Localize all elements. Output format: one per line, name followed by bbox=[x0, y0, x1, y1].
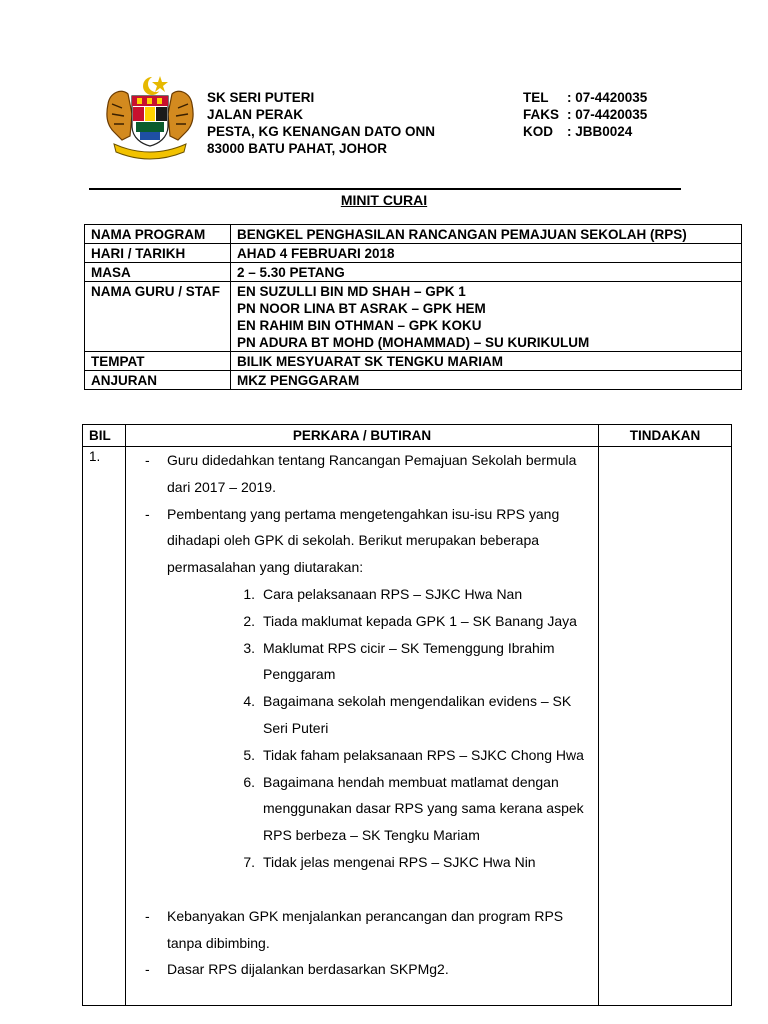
document-title: MINIT CURAI bbox=[340, 192, 428, 208]
item-number: 3. bbox=[243, 639, 255, 656]
info-row bbox=[85, 352, 742, 371]
minutes-row bbox=[83, 447, 732, 1006]
info-row bbox=[85, 263, 742, 282]
bullet-text: Kebanyakan GPK menjalankan perancangan dan program RPS tanpa dibimbing. bbox=[167, 907, 564, 951]
contact-tel bbox=[523, 89, 647, 106]
bullet-item bbox=[127, 501, 597, 581]
contact-label: TEL bbox=[523, 90, 549, 105]
contact-fax bbox=[523, 106, 647, 123]
info-value: BILIK MESYUARAT SK TENGKU MARIAM bbox=[231, 352, 742, 371]
contact-info bbox=[523, 89, 647, 140]
perkara-cell bbox=[126, 447, 599, 1006]
numbered-item bbox=[127, 581, 597, 608]
perkara-header: PERKARA / BUTIRAN bbox=[126, 425, 599, 447]
coat-of-arms-logo bbox=[100, 74, 200, 160]
item-number: 5. bbox=[243, 746, 255, 763]
minutes-table bbox=[82, 424, 732, 1006]
info-row bbox=[85, 225, 742, 244]
dash-marker: - bbox=[145, 505, 150, 522]
info-value: BENGKEL PENGHASILAN RANCANGAN PEMAJUAN SEKOLAH (RPS) bbox=[231, 225, 742, 244]
item-text: Cara pelaksanaan RPS – SJKC Hwa Nan bbox=[263, 585, 523, 602]
bil-header: BIL bbox=[83, 425, 126, 447]
numbered-item bbox=[127, 769, 597, 849]
minutes-header-row bbox=[83, 425, 732, 447]
info-row bbox=[85, 371, 742, 390]
info-label: NAMA GURU / STAF bbox=[85, 282, 231, 352]
numbered-item bbox=[127, 849, 597, 876]
school-name: SK SERI PUTERI bbox=[207, 90, 315, 105]
header-divider bbox=[89, 188, 681, 190]
item-number: 4. bbox=[243, 693, 255, 710]
numbered-item bbox=[127, 635, 597, 689]
info-row bbox=[85, 244, 742, 263]
bil-cell: 1. bbox=[83, 447, 126, 1006]
contact-label: FAKS bbox=[523, 107, 560, 122]
item-number: 2. bbox=[243, 612, 255, 629]
spacer bbox=[127, 876, 597, 903]
item-text: Tiada maklumat kepada GPK 1 – SK Banang Jaya bbox=[263, 612, 577, 629]
info-label: MASA bbox=[85, 263, 231, 282]
item-text: Tidak faham pelaksanaan RPS – SJKC Chong Hwa bbox=[263, 746, 584, 763]
bullet-item bbox=[127, 447, 597, 501]
tindakan-header: TINDAKAN bbox=[599, 425, 732, 447]
info-value: AHAD 4 FEBRUARI 2018 bbox=[231, 244, 742, 263]
dash-marker: - bbox=[145, 452, 150, 468]
bullet-text: Dasar RPS dijalankan berdasarkan SKPMg2. bbox=[167, 961, 449, 978]
address-line-2: PESTA, KG KENANGAN DATO ONN bbox=[207, 124, 436, 139]
contact-label: KOD bbox=[523, 124, 553, 139]
address-line-1: JALAN PERAK bbox=[207, 107, 304, 122]
item-number: 7. bbox=[243, 853, 255, 870]
item-text: Bagaimana sekolah mengendalikan evidens – SK Seri Puteri bbox=[263, 693, 572, 736]
info-label: ANJURAN bbox=[85, 371, 231, 390]
tindakan-cell bbox=[599, 447, 732, 1006]
info-row bbox=[85, 282, 742, 352]
item-text: Bagaimana hendah membuat matlamat dengan menggunakan dasar RPS yang sama kerana aspek RPS berbeza – SK Tengku Mariam bbox=[263, 773, 584, 844]
info-value: 2 – 5.30 PETANG bbox=[231, 263, 742, 282]
school-address bbox=[207, 89, 435, 157]
item-text: Tidak jelas mengenai RPS – SJKC Hwa Nin bbox=[263, 853, 536, 870]
info-label: NAMA PROGRAM bbox=[85, 225, 231, 244]
info-value: MKZ PENGGARAM bbox=[231, 371, 742, 390]
info-label: HARI / TARIKH bbox=[85, 244, 231, 263]
bullet-item bbox=[127, 956, 597, 983]
dash-marker: - bbox=[145, 961, 150, 978]
bullet-text: Guru didedahkan tentang Rancangan Pemajuan Sekolah bermula dari 2017 – 2019. bbox=[167, 452, 577, 495]
numbered-item bbox=[127, 742, 597, 769]
contact-value: : 07-4420035 bbox=[567, 107, 648, 122]
numbered-item bbox=[127, 688, 597, 742]
dash-marker: - bbox=[145, 907, 150, 924]
item-number: 6. bbox=[243, 773, 255, 790]
program-info-table bbox=[84, 224, 742, 390]
bullet-text: Pembentang yang pertama mengetengahkan isu-isu RPS yang dihadapi oleh GPK di sekolah. Berikut merupakan beberapa permasalahan yang diutarakan: bbox=[167, 505, 560, 576]
info-label: TEMPAT bbox=[85, 352, 231, 371]
item-text: Maklumat RPS cicir – SK Temenggung Ibrahim Penggaram bbox=[263, 639, 555, 683]
item-number: 1. bbox=[243, 585, 255, 602]
info-value: EN SUZULLI BIN MD SHAH – GPK 1 PN NOOR LINA BT ASRAK – GPK HEM EN RAHIM BIN OTHMAN – GPK KOKU PN ADURA BT MOHD (MOHAMMAD) – SU KURIKULUM bbox=[231, 282, 742, 352]
contact-value: : JBB0024 bbox=[567, 124, 633, 139]
address-line-3: 83000 BATU PAHAT, JOHOR bbox=[207, 141, 388, 156]
contact-value: : 07-4420035 bbox=[567, 90, 648, 105]
contact-code bbox=[523, 123, 647, 140]
bullet-item bbox=[127, 903, 597, 957]
numbered-item bbox=[127, 608, 597, 635]
